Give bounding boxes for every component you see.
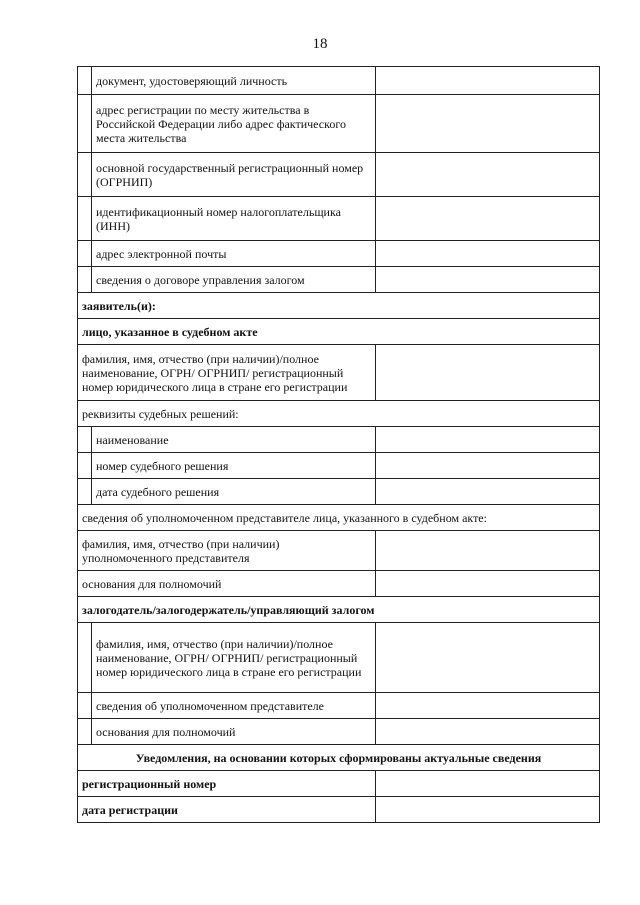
indent-cell xyxy=(78,623,92,693)
row-label: идентификационный номер налогоплательщика (ИНН) xyxy=(92,197,376,241)
indent-cell xyxy=(78,197,92,241)
indent-cell xyxy=(78,153,92,197)
row-value-cell xyxy=(376,531,600,571)
row-value-cell xyxy=(376,267,600,293)
table-row xyxy=(78,95,600,153)
indent-cell xyxy=(78,479,92,505)
section-row xyxy=(78,401,600,427)
row-label: основания для полномочий xyxy=(92,719,376,745)
table-row xyxy=(78,771,600,797)
row-label: фамилия, имя, отчество (при наличии)/полное наименование, ОГРН/ ОГРНИП/ регистрационный номер юридического лица в стране его регистрации xyxy=(78,345,376,401)
row-label: фамилия, имя, отчество (при наличии) уполномоченного представителя xyxy=(78,531,376,571)
table-row xyxy=(78,719,600,745)
section-row xyxy=(78,597,600,623)
row-value-cell xyxy=(376,479,600,505)
row-label: регистрационный номер xyxy=(78,771,376,797)
row-value-cell xyxy=(376,623,600,693)
row-value-cell xyxy=(376,771,600,797)
table-row xyxy=(78,479,600,505)
indent-cell xyxy=(78,67,92,95)
row-value-cell xyxy=(376,95,600,153)
table-row xyxy=(78,267,600,293)
row-label: дата судебного решения xyxy=(92,479,376,505)
row-value-cell xyxy=(376,719,600,745)
row-label: документ, удостоверяющий личность xyxy=(92,67,376,95)
row-value-cell xyxy=(376,453,600,479)
table-row xyxy=(78,571,600,597)
row-label: наименование xyxy=(92,427,376,453)
row-label: фамилия, имя, отчество (при наличии)/полное наименование, ОГРН/ ОГРНИП/ регистрационный номер юридического лица в стране его регистрации xyxy=(92,623,376,693)
section-row xyxy=(78,745,600,771)
section-label: сведения об уполномоченном представителе лица, указанного в судебном акте: xyxy=(78,505,600,531)
table-row xyxy=(78,345,600,401)
section-label: лицо, указанное в судебном акте xyxy=(78,319,600,345)
table-row xyxy=(78,153,600,197)
indent-cell xyxy=(78,95,92,153)
row-label: сведения об уполномоченном представителе xyxy=(92,693,376,719)
table-row xyxy=(78,427,600,453)
row-label: дата регистрации xyxy=(78,797,376,823)
row-value-cell xyxy=(376,153,600,197)
section-row xyxy=(78,319,600,345)
row-value-cell xyxy=(376,797,600,823)
table-row xyxy=(78,453,600,479)
indent-cell xyxy=(78,693,92,719)
indent-cell xyxy=(78,241,92,267)
row-label: номер судебного решения xyxy=(92,453,376,479)
row-value-cell xyxy=(376,427,600,453)
section-heading: Уведомления, на основании которых сформированы актуальные сведения xyxy=(78,745,600,771)
table-row xyxy=(78,197,600,241)
row-value-cell xyxy=(376,693,600,719)
row-value-cell xyxy=(376,197,600,241)
table-row xyxy=(78,623,600,693)
table-row xyxy=(78,531,600,571)
indent-cell xyxy=(78,719,92,745)
row-label: адрес электронной почты xyxy=(92,241,376,267)
section-row xyxy=(78,293,600,319)
row-label: сведения о договоре управления залогом xyxy=(92,267,376,293)
row-value-cell xyxy=(376,571,600,597)
row-value-cell xyxy=(376,67,600,95)
row-value-cell xyxy=(376,241,600,267)
section-label: заявитель(и): xyxy=(78,293,600,319)
table-row xyxy=(78,693,600,719)
page-number: 18 xyxy=(312,36,328,52)
indent-cell xyxy=(78,267,92,293)
indent-cell xyxy=(78,453,92,479)
row-label: адрес регистрации по месту жительства в Российской Федерации либо адрес фактического места жительства xyxy=(92,95,376,153)
row-value-cell xyxy=(376,345,600,401)
row-label: основной государственный регистрационный номер (ОГРНИП) xyxy=(92,153,376,197)
form-table xyxy=(77,66,600,823)
section-label: реквизиты судебных решений: xyxy=(78,401,600,427)
section-label: залогодатель/залогодержатель/управляющий залогом xyxy=(78,597,600,623)
table-row xyxy=(78,67,600,95)
indent-cell xyxy=(78,427,92,453)
table-row xyxy=(78,797,600,823)
section-row xyxy=(78,505,600,531)
row-label: основания для полномочий xyxy=(78,571,376,597)
table-row xyxy=(78,241,600,267)
